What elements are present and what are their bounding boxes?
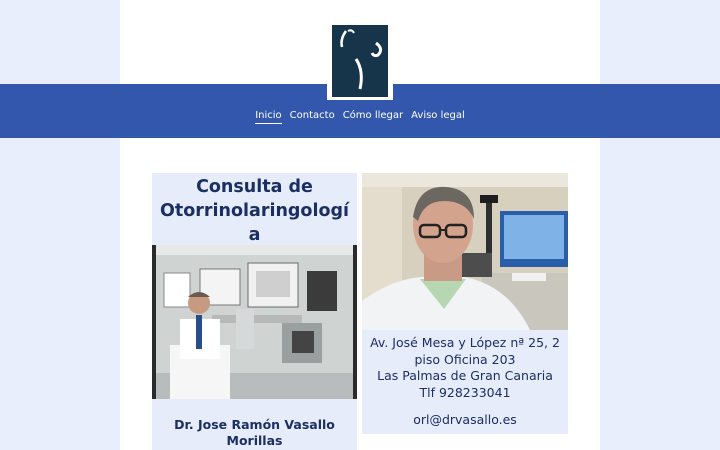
site-logo[interactable] — [327, 20, 393, 100]
nav-item-contacto[interactable]: Contacto — [289, 110, 335, 121]
nav-item-inicio[interactable]: Inicio — [255, 110, 281, 124]
nav-item-aviso-legal[interactable]: Aviso legal — [411, 110, 465, 121]
phone-number: Tlf 928233041 — [419, 384, 511, 400]
title-line-2: Otorrinolaringologí — [160, 201, 349, 221]
title-line-3: a — [248, 225, 261, 245]
contact-card — [362, 173, 568, 434]
nav-item-como-llegar[interactable]: Cómo llegar — [342, 110, 404, 121]
clinic-address — [362, 335, 568, 401]
clinic-photo — [152, 245, 357, 399]
title-line-1: Consulta de — [196, 177, 313, 197]
doctor-portrait-photo — [362, 173, 568, 330]
doctor-name-line-2: Morillas — [226, 433, 283, 448]
address-line-1: Av. José Mesa y López nª 25, 2 — [370, 335, 560, 350]
address-line-3: Las Palmas de Gran Canaria — [377, 368, 553, 383]
doctor-name-line-1: Dr. Jose Ramón Vasallo — [174, 417, 335, 432]
email-link[interactable]: orl@drvasallo.es — [413, 412, 517, 427]
main-nav — [0, 110, 720, 124]
doctor-name — [152, 417, 357, 449]
consultation-card — [152, 173, 357, 450]
address-line-2: piso Oficina 203 — [414, 351, 516, 367]
ear-logo-icon — [332, 25, 388, 97]
page-title — [152, 175, 357, 247]
